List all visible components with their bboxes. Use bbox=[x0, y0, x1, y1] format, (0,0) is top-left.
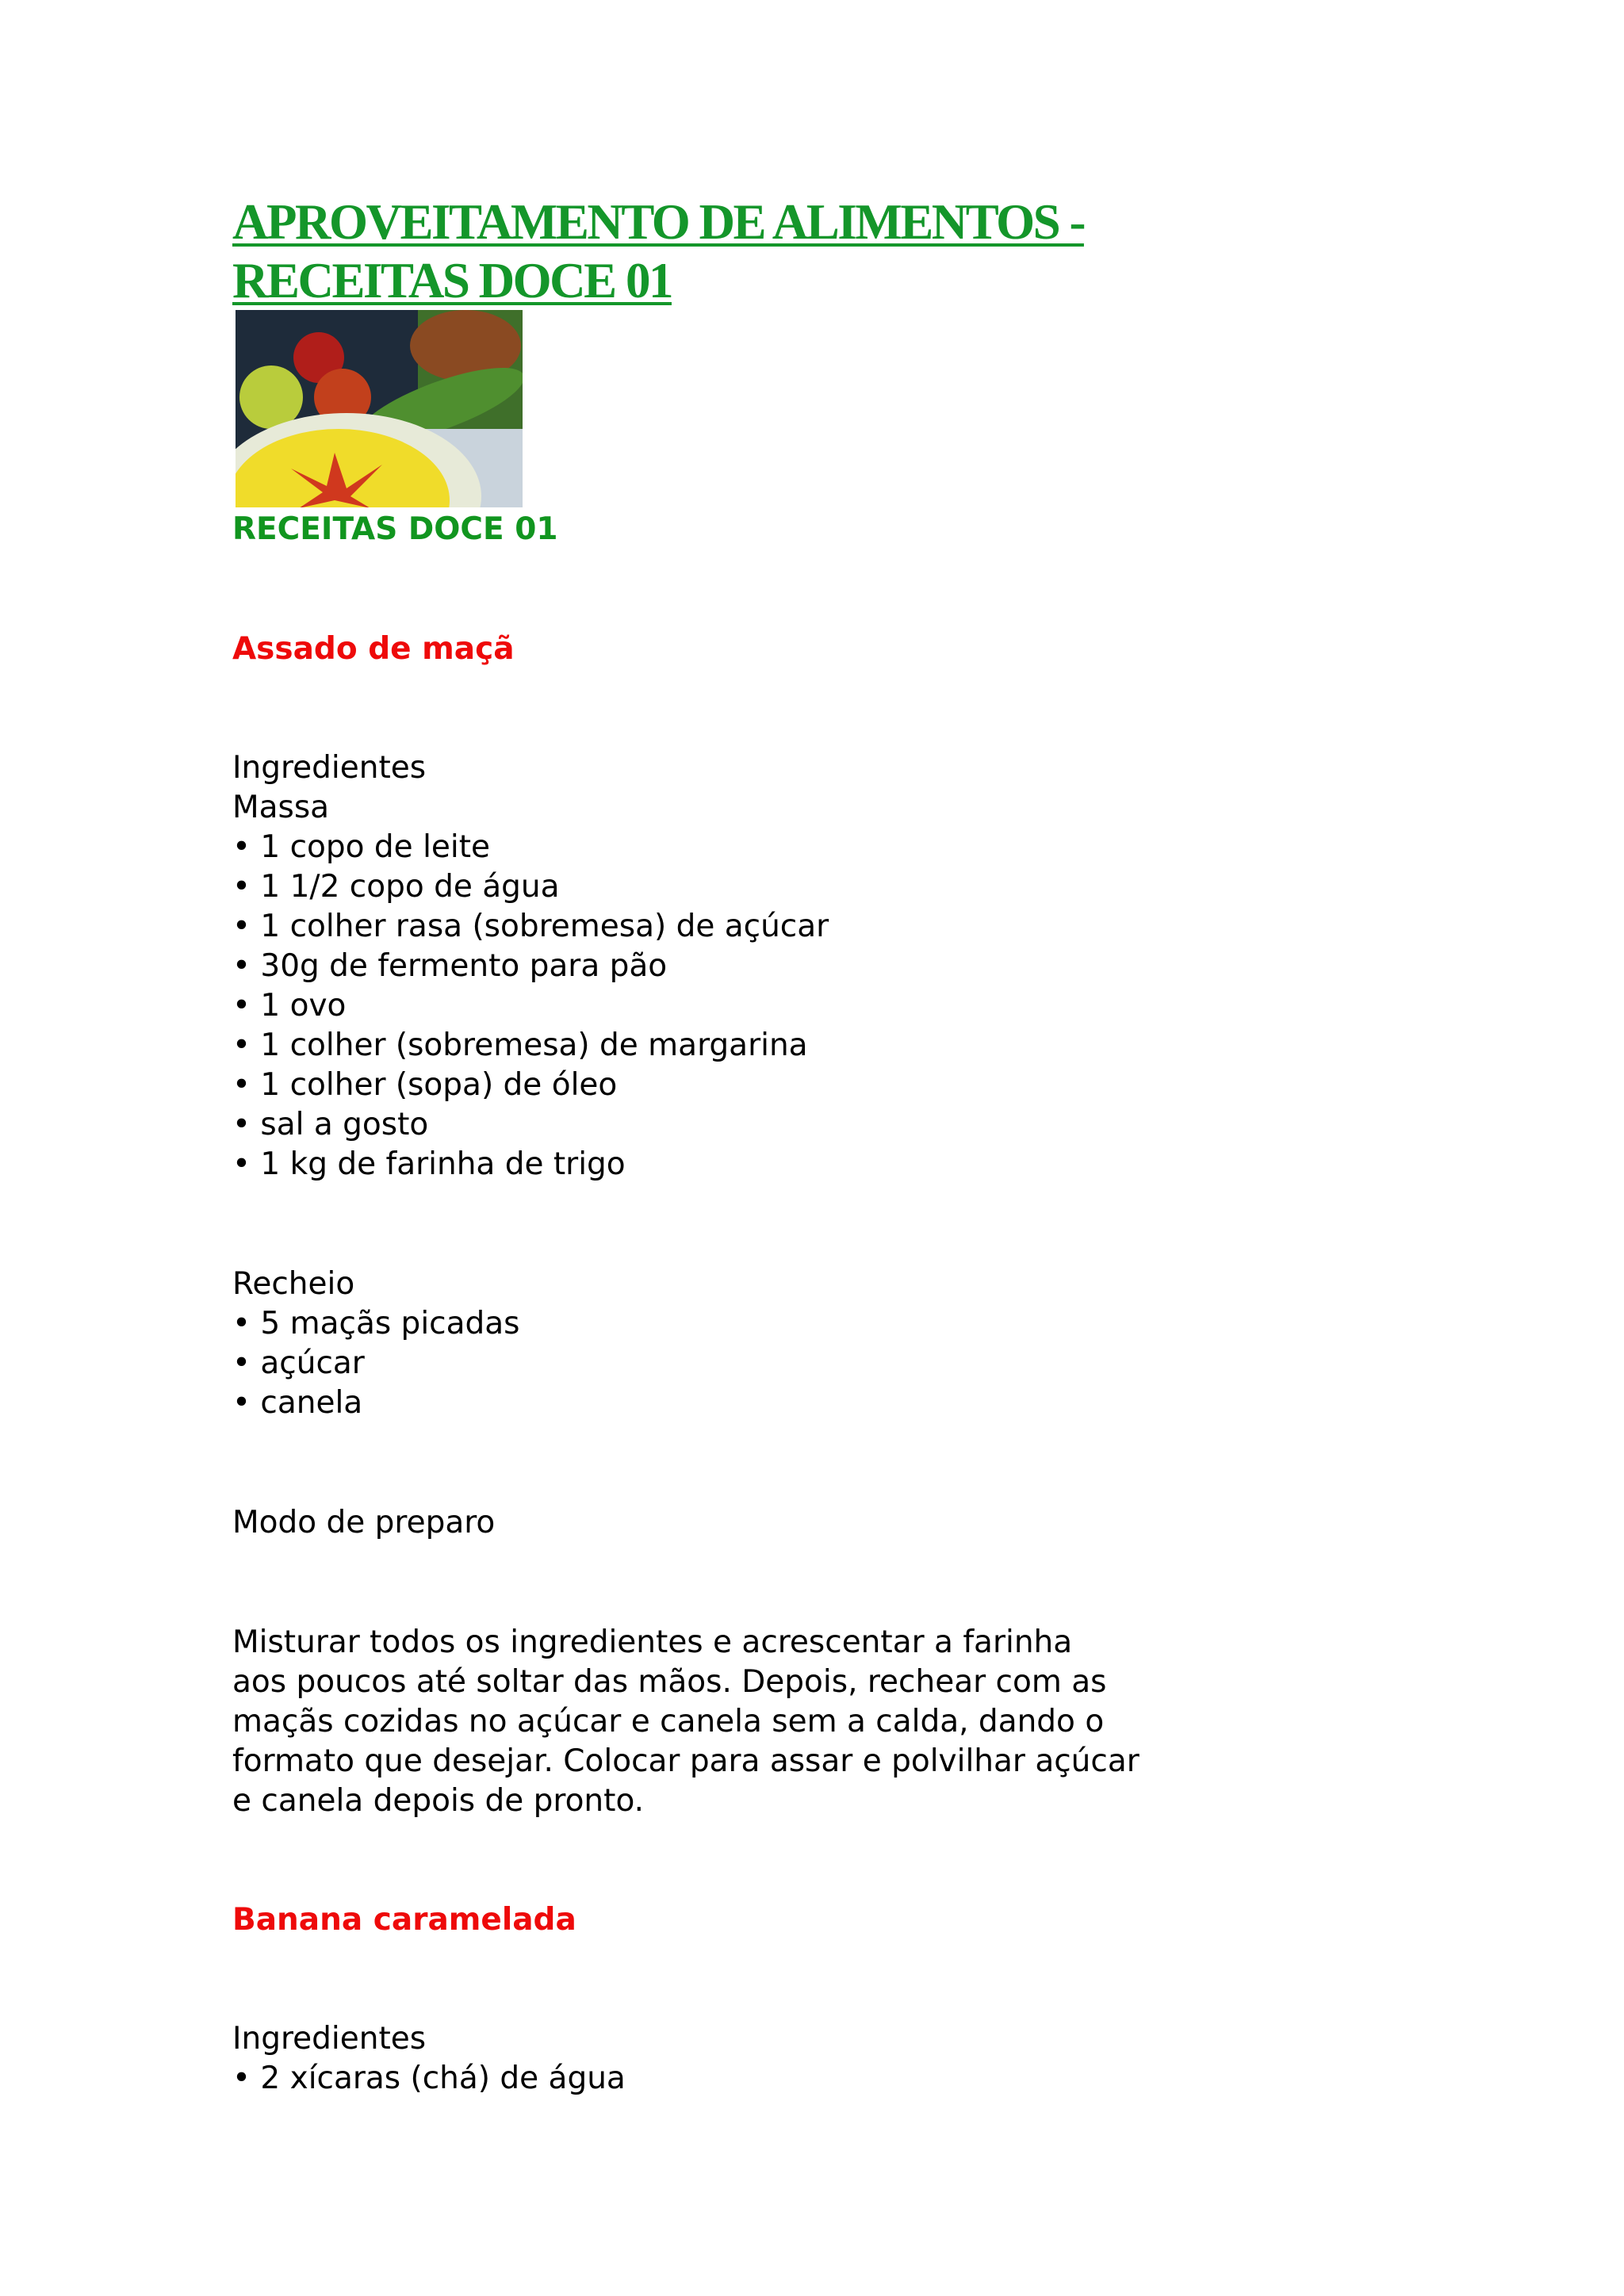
ingredients-label: Ingredientes bbox=[232, 750, 427, 786]
list-item: • 1 colher (sobremesa) de margarina bbox=[232, 1027, 808, 1063]
method-label: Modo de preparo bbox=[232, 1505, 496, 1540]
method-line: Misturar todos os ingredientes e acrescentar a farinha bbox=[232, 1624, 1073, 1660]
food-photo bbox=[236, 310, 523, 507]
list-item: • 5 maçãs picadas bbox=[232, 1306, 520, 1341]
list-item: • 2 xícaras (chá) de água bbox=[232, 2061, 626, 2096]
method-line: aos poucos até soltar das mãos. Depois, rechear com as bbox=[232, 1664, 1107, 1700]
recipe-title: Assado de maçã bbox=[232, 631, 515, 667]
ingredients-block bbox=[232, 2019, 626, 2099]
title-line-2: RECEITAS DOCE 01 bbox=[232, 253, 672, 308]
title-link[interactable] bbox=[232, 194, 1084, 308]
list-item: • açúcar bbox=[232, 1345, 365, 1381]
method-paragraph bbox=[232, 1623, 1139, 1821]
list-item: • 1 kg de farinha de trigo bbox=[232, 1146, 626, 1182]
title-line-1: APROVEITAMENTO DE ALIMENTOS - bbox=[232, 194, 1084, 250]
method-line: e canela depois de pronto. bbox=[232, 1783, 645, 1819]
recheio-list bbox=[232, 1304, 519, 1423]
ingredients-label: Ingredientes bbox=[232, 2021, 427, 2057]
list-item: • 1 copo de leite bbox=[232, 829, 491, 865]
method-line: formato que desejar. Colocar para assar e polvilhar açúcar bbox=[232, 1743, 1139, 1779]
list-item: • canela bbox=[232, 1385, 363, 1421]
section-subtitle: RECEITAS DOCE 01 bbox=[232, 511, 558, 547]
recipe-title: Banana caramelada bbox=[232, 1902, 576, 1938]
list-item: • sal a gosto bbox=[232, 1107, 429, 1142]
page-title bbox=[232, 193, 1263, 310]
list-item: • 30g de fermento para pão bbox=[232, 948, 668, 984]
ingredients-block bbox=[232, 748, 829, 1184]
recheio-label: Recheio bbox=[232, 1266, 355, 1302]
massa-list bbox=[232, 828, 829, 1184]
recheio-block bbox=[232, 1265, 519, 1423]
list-item: • 1 colher (sopa) de óleo bbox=[232, 1067, 618, 1103]
list-item: • 1 1/2 copo de água bbox=[232, 869, 560, 905]
list-item: • 1 ovo bbox=[232, 988, 347, 1024]
method-line: maçãs cozidas no açúcar e canela sem a calda, dando o bbox=[232, 1704, 1105, 1739]
massa-label: Massa bbox=[232, 790, 330, 825]
list-item: • 1 colher rasa (sobremesa) de açúcar bbox=[232, 909, 829, 944]
